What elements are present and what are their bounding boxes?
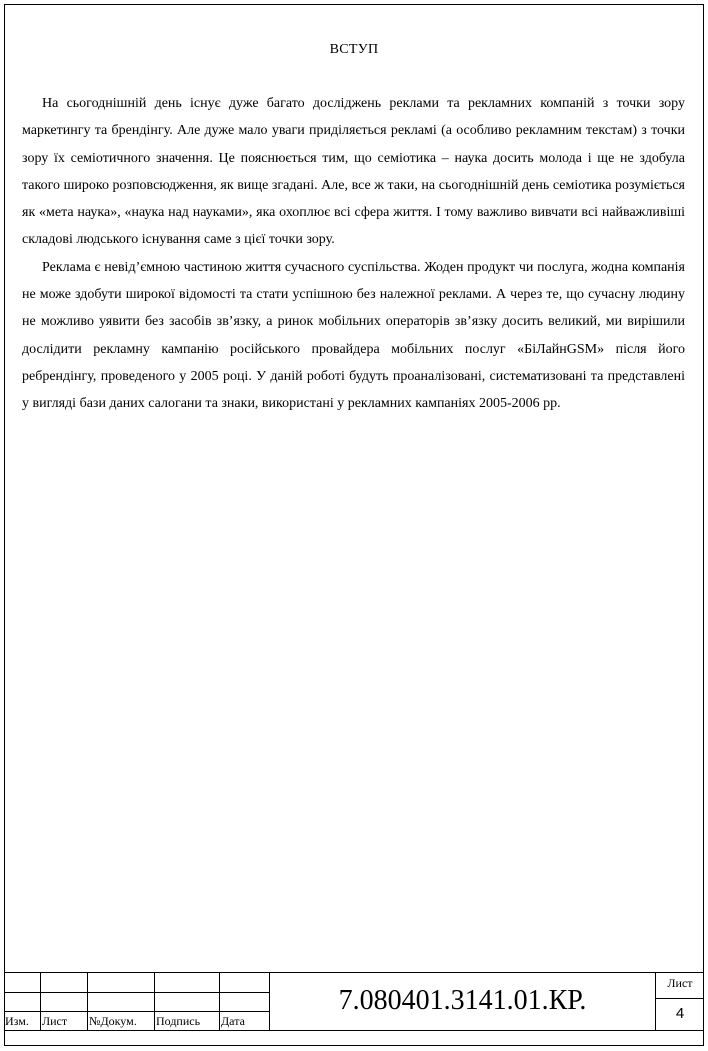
stamp-divider — [219, 973, 220, 1031]
stamp-col-change: Изм. — [5, 1014, 29, 1028]
stamp-row-line — [4, 1030, 704, 1031]
sheet-number: 4 — [675, 1005, 685, 1022]
stamp-row-line — [655, 998, 704, 999]
stamp-row-line — [4, 1011, 269, 1012]
section-heading: ВСТУП — [329, 42, 379, 57]
body-text — [22, 90, 685, 418]
stamp-col-doc-number: №Докум. — [89, 1014, 137, 1028]
stamp-divider — [40, 973, 41, 1031]
stamp-col-signature: Подпись — [156, 1014, 201, 1028]
stamp-col-date: Дата — [221, 1014, 245, 1028]
stamp-row-line — [4, 992, 269, 993]
sheet-label: Лист — [667, 976, 693, 990]
paragraph-1: На сьогоднішній день існує дуже багато досліджень реклами та рекламних компаній з точки зору маркетингу та брендінгу. Але дуже мало уваги приділяється рекламі (а особливо рекламним текстам) з точки зору їх семіотичного значення. Це пояснюється тим, що семіотика – наука досить молода і ще не здобула такого широко розповсюдження, як вище згадані. Але, все ж таки, на сьогоднішній день семіотика розуміється як «мета наука», «наука над науками», яка охоплює всі сфера життя. І тому важливо вивчати всі найважливіші складові людського існування саме з цієї точки зору. — [22, 96, 685, 248]
stamp-divider — [87, 973, 88, 1031]
stamp-col-sheet: Лист — [42, 1014, 68, 1028]
stamp-divider — [154, 973, 155, 1031]
paragraph-2: Реклама є невід’ємною частиною життя сучасного суспільства. Жоден продукт чи послуга, жодна компанія не може здобути широкої відомості та стати успішною без належної реклами. А через те, що сучасну людину не можливо уявити без засобів зв’язку, а ринок мобільних операторів зв’язку досить великий, ми вирішили дослідити рекламну кампанію російського провайдера мобільних послуг «БіЛайнGSM» після його ребрендінгу, проведеного у 2005 році. У даній роботі будуть проаналізовані, систематизовані та представлені у вигляді бази даних салогани та знаки, використані у рекламних кампаніях 2005-2006 рр. — [22, 259, 685, 412]
document-code: 7.080401.3141.01.КР. — [338, 985, 587, 1016]
title-block-stamp — [4, 972, 704, 1030]
